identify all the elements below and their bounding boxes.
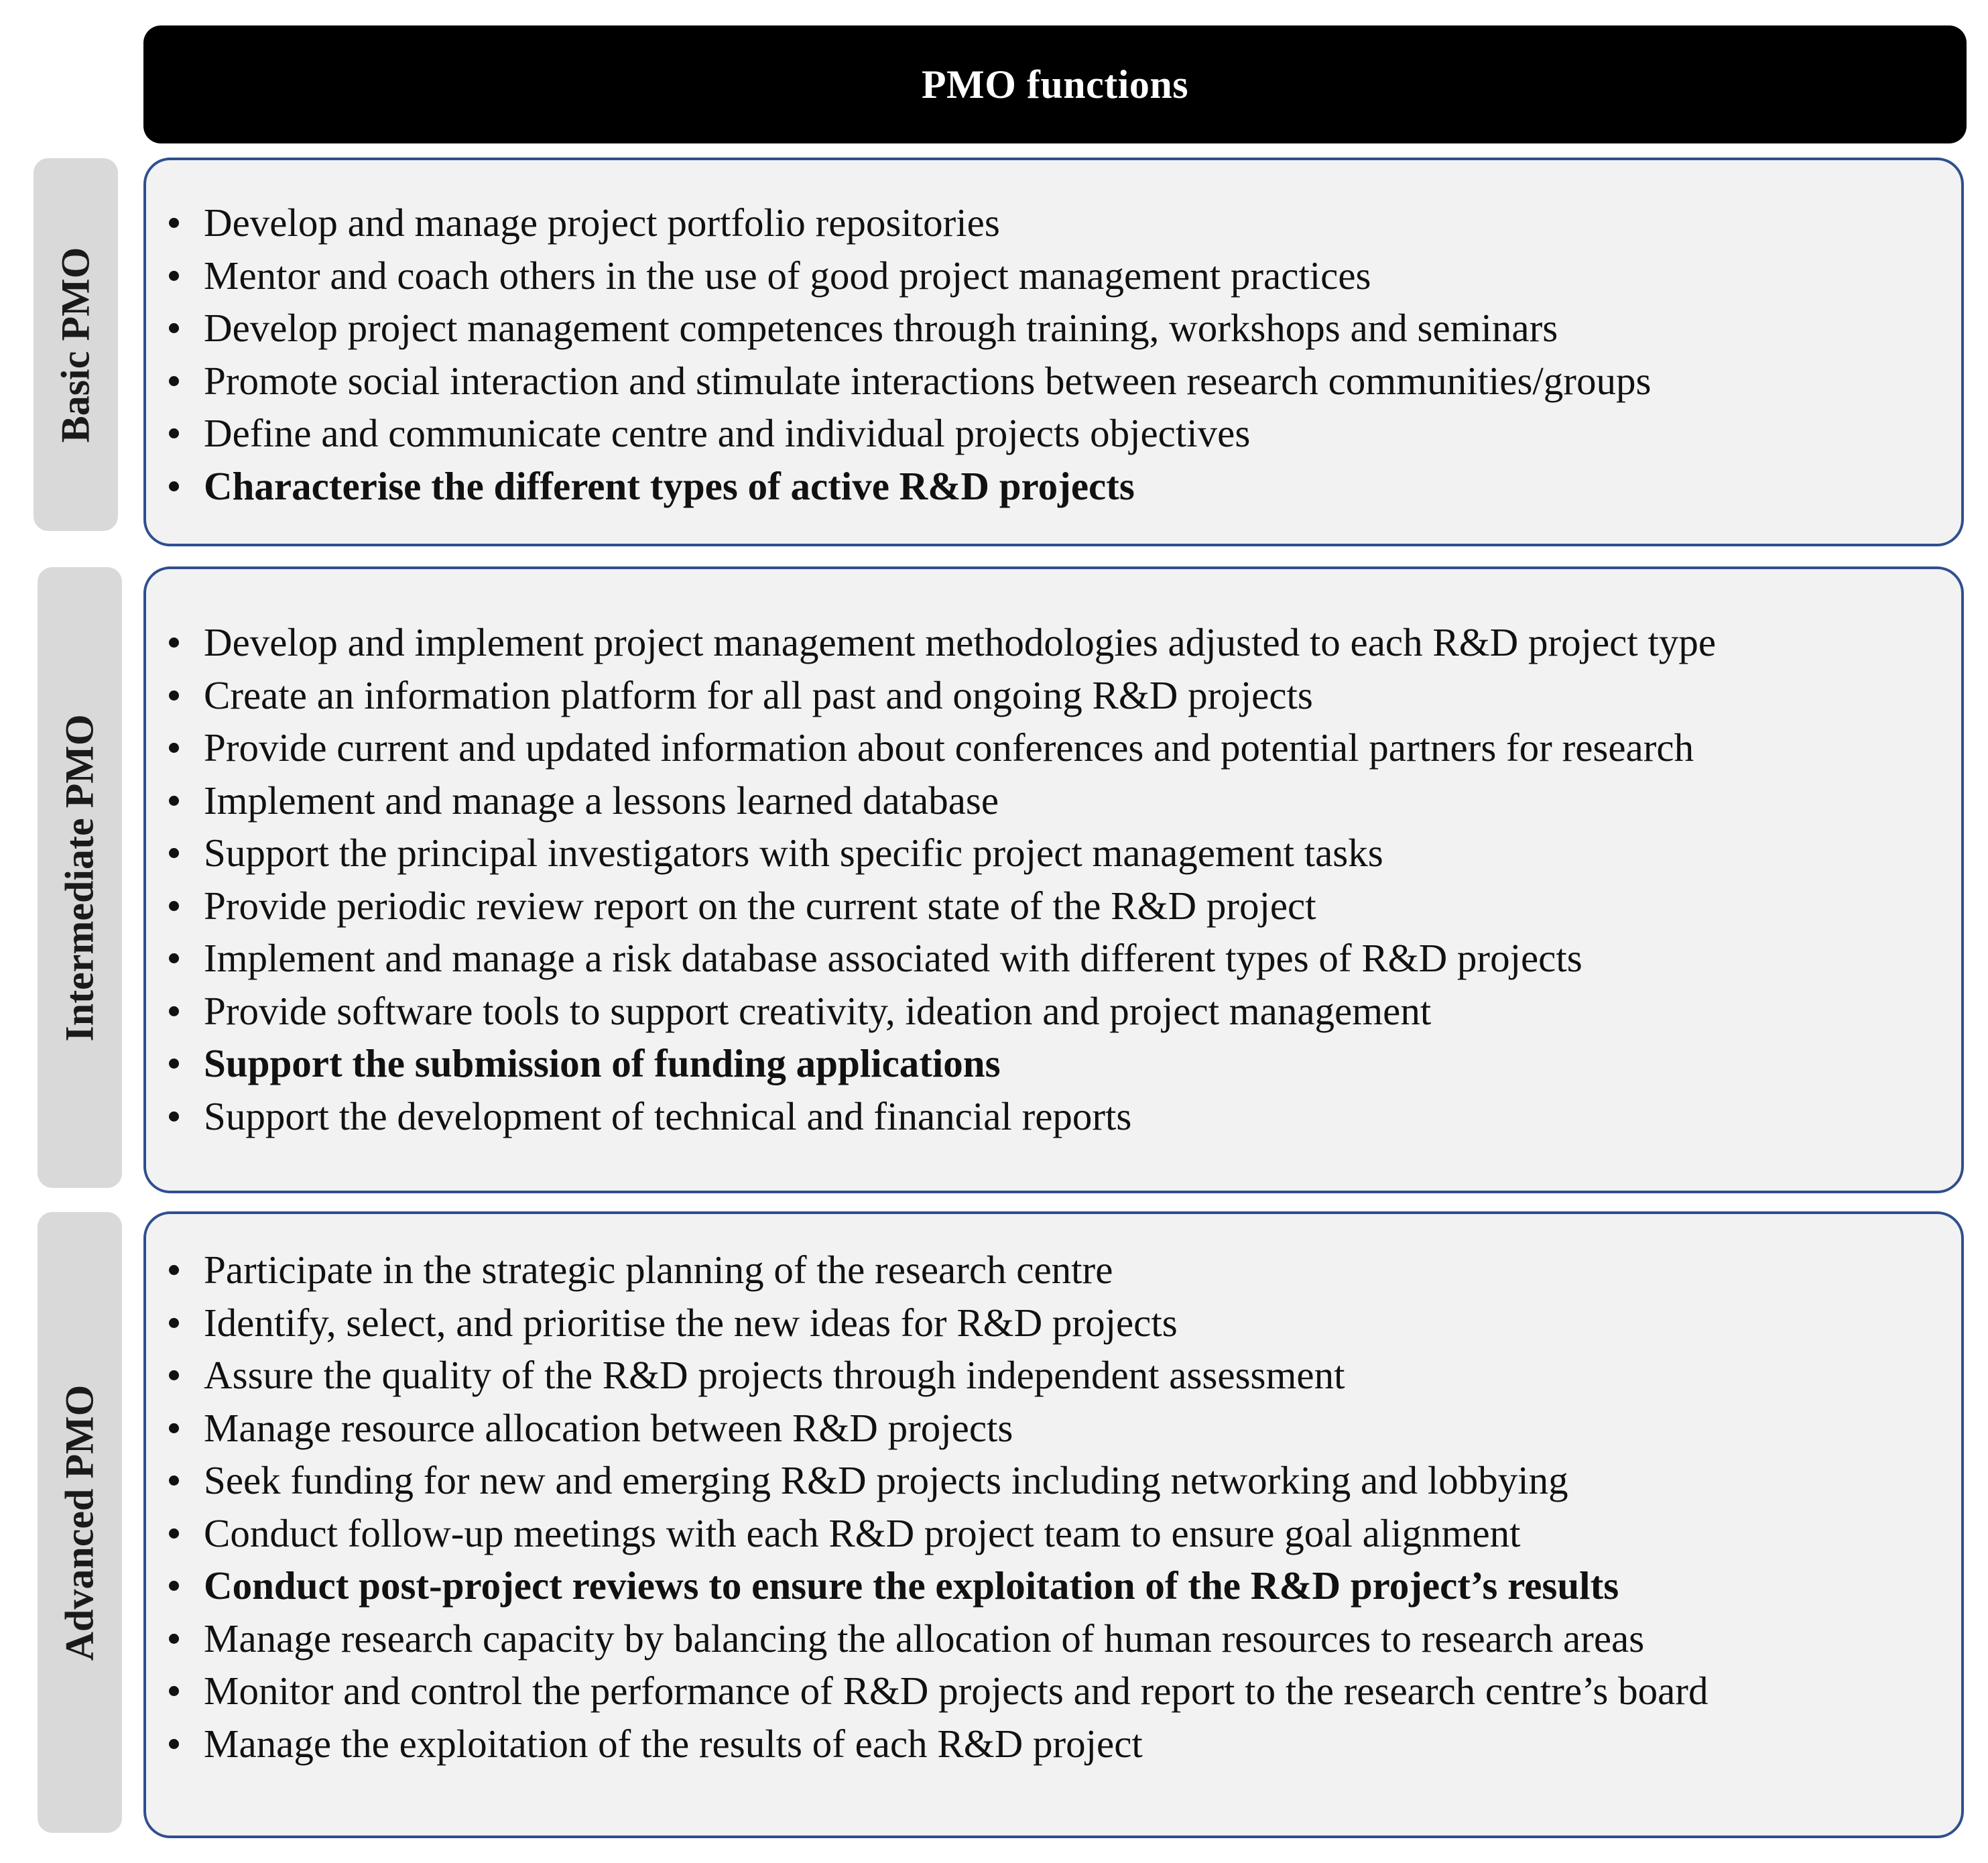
- intermediate-pmo-list: [146, 616, 1716, 1142]
- list-item: Participate in the strategic planning of the research centre: [146, 1244, 1708, 1297]
- intermediate-pmo-label: Intermediate PMO: [57, 713, 102, 1042]
- list-item: Manage research capacity by balancing the allocation of human resources to research areas: [146, 1612, 1708, 1665]
- basic-pmo-label: Basic PMO: [53, 247, 98, 442]
- header-title: PMO functions: [921, 62, 1189, 107]
- list-item: Provide software tools to support creativity, ideation and project management: [146, 985, 1716, 1038]
- basic-pmo-label-tab: [34, 158, 118, 531]
- list-item: Support the principal investigators with specific project management tasks: [146, 827, 1716, 880]
- list-item: Manage the exploitation of the results of each R&D project: [146, 1718, 1708, 1770]
- list-item: Develop project management competences through training, workshops and seminars: [146, 302, 1651, 355]
- list-item: Seek funding for new and emerging R&D projects including networking and lobbying: [146, 1454, 1708, 1507]
- pmo-functions-header: [143, 25, 1967, 143]
- intermediate-pmo-panel: [143, 566, 1964, 1193]
- list-item: Define and communicate centre and individual projects objectives: [146, 407, 1651, 460]
- list-item: Characterise the different types of active R&D projects: [146, 460, 1651, 513]
- list-item: Create an information platform for all past and ongoing R&D projects: [146, 669, 1716, 722]
- list-item: Provide periodic review report on the current state of the R&D project: [146, 880, 1716, 933]
- advanced-pmo-panel: [143, 1211, 1964, 1838]
- list-item: Conduct post-project reviews to ensure the exploitation of the R&D project’s results: [146, 1559, 1708, 1612]
- advanced-pmo-list: [146, 1244, 1708, 1770]
- list-item: Conduct follow-up meetings with each R&D project team to ensure goal alignment: [146, 1507, 1708, 1560]
- advanced-pmo-label: Advanced PMO: [57, 1384, 102, 1661]
- list-item: Promote social interaction and stimulate interactions between research communities/groups: [146, 355, 1651, 408]
- list-item: Monitor and control the performance of R&D projects and report to the research centre’s board: [146, 1665, 1708, 1718]
- advanced-pmo-label-tab: [38, 1212, 122, 1833]
- list-item: Identify, select, and prioritise the new ideas for R&D projects: [146, 1297, 1708, 1349]
- list-item: Implement and manage a risk database associated with different types of R&D projects: [146, 932, 1716, 985]
- list-item: Mentor and coach others in the use of good project management practices: [146, 249, 1651, 302]
- list-item: Support the development of technical and financial reports: [146, 1090, 1716, 1143]
- list-item: Implement and manage a lessons learned database: [146, 774, 1716, 827]
- basic-pmo-list: [146, 196, 1651, 512]
- basic-pmo-panel: [143, 158, 1964, 546]
- list-item: Develop and manage project portfolio repositories: [146, 196, 1651, 249]
- list-item: Develop and implement project management methodologies adjusted to each R&D project type: [146, 616, 1716, 669]
- list-item: Manage resource allocation between R&D projects: [146, 1402, 1708, 1455]
- list-item: Assure the quality of the R&D projects through independent assessment: [146, 1349, 1708, 1402]
- list-item: Support the submission of funding applications: [146, 1037, 1716, 1090]
- intermediate-pmo-label-tab: [38, 567, 122, 1188]
- list-item: Provide current and updated information about conferences and potential partners for research: [146, 721, 1716, 774]
